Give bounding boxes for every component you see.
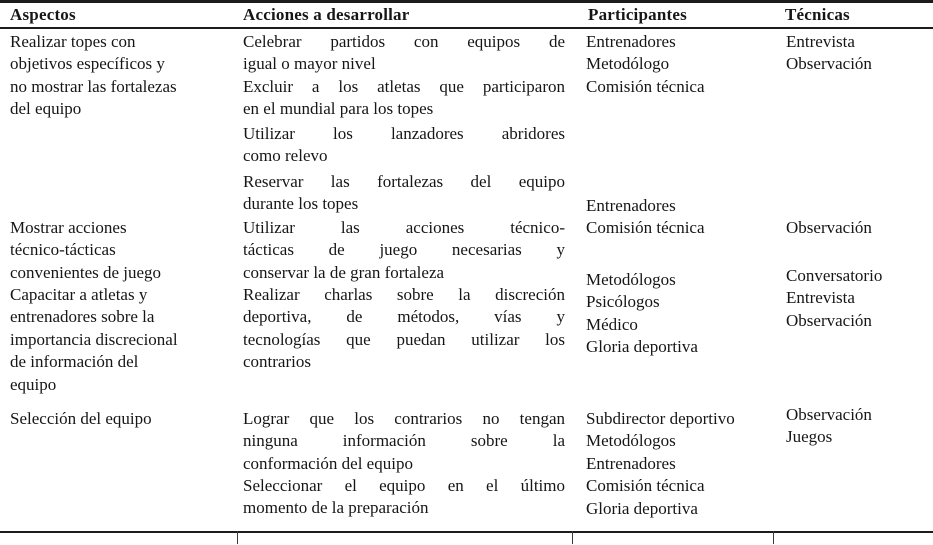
text-line: objetivos específicos y <box>10 54 165 74</box>
column-participantes <box>586 0 776 545</box>
acciones-paragraph-2 <box>243 76 565 121</box>
text-line: momento de la preparación <box>243 498 429 518</box>
text-line: Capacitar a atletas y <box>10 285 148 304</box>
text-line: Entrenadores <box>586 453 676 473</box>
aspectos-cell-4 <box>10 408 236 430</box>
aspectos-cell-1 <box>10 31 236 121</box>
column-tecnicas <box>786 0 931 545</box>
text-line: Observación <box>786 310 872 330</box>
text-line: Utilizar los lanzadores abridores <box>243 124 565 143</box>
column-tick <box>572 531 573 544</box>
text-line: Utilizar las acciones técnico- <box>243 218 565 237</box>
acciones-paragraph-5 <box>243 217 565 284</box>
text-line: Observación <box>786 54 872 74</box>
text-line: del equipo <box>10 99 82 119</box>
text-line: Comisión técnica <box>586 476 705 496</box>
text-line: Gloria deportiva <box>586 498 698 518</box>
text-line: Entrenadores <box>586 32 676 51</box>
text-line: importancia discrecional <box>10 329 178 349</box>
text-line: durante los topes <box>243 194 359 214</box>
text-line: en el mundial para los topes <box>243 99 434 119</box>
tecnicas-cell-3 <box>786 265 931 332</box>
text-line: Médico <box>586 314 638 334</box>
text-line: Entrevista <box>786 288 855 308</box>
text-line: Excluir a los atletas que participaron <box>243 77 565 96</box>
participantes-cell-3 <box>586 269 776 359</box>
header-participantes: Participantes <box>588 5 687 24</box>
text-line: ninguna información sobre la <box>243 431 565 451</box>
text-line: Celebrar partidos con equipos de <box>243 32 565 51</box>
acciones-paragraph-4 <box>243 171 565 216</box>
text-line: Psicólogos <box>586 292 660 312</box>
text-line: Conversatorio <box>786 266 883 285</box>
text-line: Comisión técnica <box>586 218 705 238</box>
text-line: conformación del equipo <box>243 453 413 473</box>
acciones-paragraph-8 <box>243 475 565 520</box>
tecnicas-cell-1 <box>786 31 931 76</box>
text-line: Subdirector deportivo <box>586 409 735 428</box>
header-tecnicas: Técnicas <box>785 5 850 24</box>
text-line: conservar la de gran fortaleza <box>243 262 445 282</box>
acciones-paragraph-3 <box>243 123 565 168</box>
aspectos-cell-3 <box>10 284 236 396</box>
participantes-cell-4 <box>586 408 776 520</box>
text-line: Entrenadores <box>586 196 676 215</box>
text-line: Juegos <box>786 427 833 447</box>
text-line: Reservar las fortalezas del equipo <box>243 172 565 191</box>
text-line: Lograr que los contrarios no tengan <box>243 409 565 428</box>
text-line: Metodólogo <box>586 54 670 74</box>
text-line: Selección del equipo <box>10 409 152 428</box>
text-line: convenientes de juego <box>10 262 162 282</box>
text-line: de información del <box>10 352 139 372</box>
text-line: equipo <box>10 374 57 394</box>
text-line: deportiva, de métodos, vías y <box>243 307 565 327</box>
text-line: tácticas de juego necesarias y <box>243 240 565 260</box>
text-line: Metodólogos <box>586 431 676 451</box>
tecnicas-cell-2 <box>786 217 931 239</box>
participantes-cell-2 <box>586 195 776 240</box>
participantes-cell-1 <box>586 31 776 98</box>
text-line: Comisión técnica <box>586 76 705 96</box>
acciones-paragraph-6 <box>243 284 565 374</box>
acciones-paragraph-7 <box>243 408 565 475</box>
tecnicas-cell-4 <box>786 404 931 449</box>
aspectos-cell-2 <box>10 217 236 284</box>
text-line: como relevo <box>243 146 328 166</box>
text-line: Entrevista <box>786 32 855 51</box>
column-acciones <box>243 0 565 545</box>
text-line: Observación <box>786 405 872 424</box>
column-aspectos <box>10 0 236 545</box>
header-acciones: Acciones a desarrollar <box>243 5 410 24</box>
text-line: tecnologías que puedan utilizar los <box>243 329 565 349</box>
text-line: igual o mayor nivel <box>243 54 376 74</box>
text-line: Gloria deportiva <box>586 337 698 357</box>
column-tick <box>237 531 238 544</box>
text-line: Mostrar acciones <box>10 218 127 237</box>
text-line: Seleccionar el equipo en el último <box>243 476 565 495</box>
text-line: contrarios <box>243 352 311 372</box>
acciones-paragraph-1 <box>243 31 565 76</box>
header-aspectos: Aspectos <box>10 5 76 24</box>
text-line: Metodólogos <box>586 270 676 289</box>
text-line: técnico-tácticas <box>10 240 116 260</box>
text-line: Observación <box>786 218 872 237</box>
text-line: entrenadores sobre la <box>10 307 155 327</box>
text-line: Realizar topes con <box>10 32 136 51</box>
text-line: Realizar charlas sobre la discreción <box>243 285 565 304</box>
text-line: no mostrar las fortalezas <box>10 76 177 96</box>
